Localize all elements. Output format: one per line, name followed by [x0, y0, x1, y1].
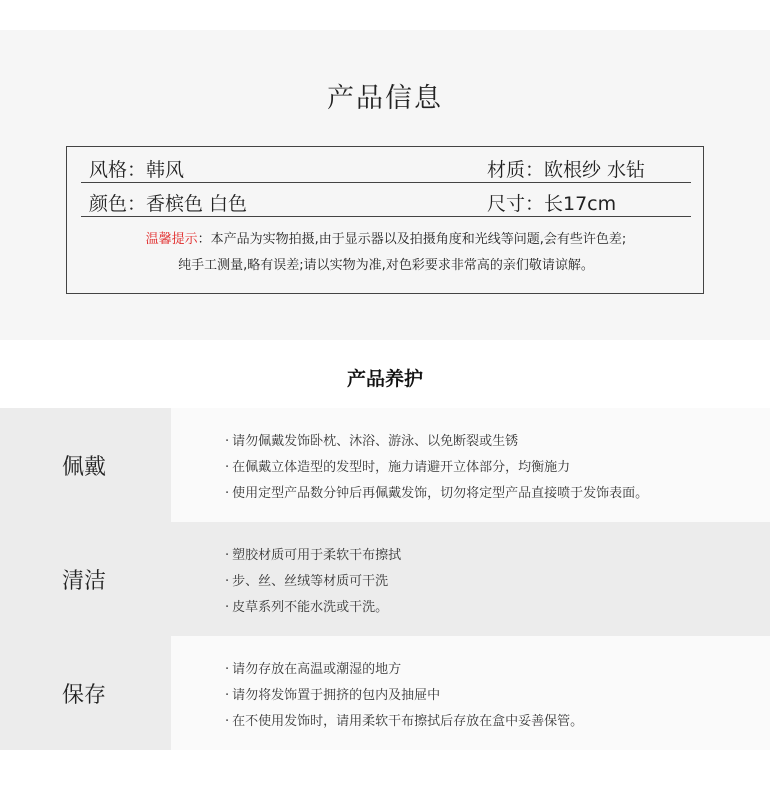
care-section-wear — [0, 408, 770, 522]
care-list — [225, 429, 648, 507]
info-row-style-material — [81, 149, 691, 183]
color-value: 颜色：香槟色 白色 — [89, 193, 248, 215]
care-text-cell — [171, 636, 770, 750]
care-title: 产品养护 — [346, 368, 423, 390]
notice-text — [67, 227, 705, 279]
care-section-clean — [0, 522, 770, 636]
material-value: 材质：欧根纱 水钻 — [487, 159, 646, 181]
care-label: 清洁 — [62, 569, 107, 594]
product-info-title: 产品信息 — [327, 83, 443, 114]
care-text-cell — [171, 522, 770, 636]
care-label-cell — [0, 636, 171, 750]
care-text-cell — [171, 408, 770, 522]
care-label-cell — [0, 408, 171, 522]
care-section-storage — [0, 636, 770, 750]
notice-line-1 — [67, 227, 705, 253]
care-list — [225, 657, 583, 735]
size-value: 尺寸：长17cm — [487, 193, 617, 215]
product-info-section — [0, 30, 770, 340]
product-info-table — [66, 146, 704, 294]
care-item: · 步、丝、丝绒等材质可干洗 — [225, 569, 401, 595]
care-item: · 使用定型产品数分钟后再佩戴发饰，切勿将定型产品直接喷于发饰表面。 — [225, 481, 648, 507]
info-row-color-size — [81, 183, 691, 217]
notice-line-2: 纯手工测量,略有误差;请以实物为准,对色彩要求非常高的亲们敬请谅解。 — [178, 258, 594, 273]
care-item: · 请勿存放在高温或潮湿的地方 — [225, 657, 583, 683]
care-label: 佩戴 — [62, 455, 107, 480]
notice-label: 温馨提示 — [145, 232, 198, 247]
care-item: · 塑胶材质可用于柔软干布擦拭 — [225, 543, 401, 569]
style-value: 风格：韩风 — [89, 159, 185, 181]
care-item: · 请勿将发饰置于拥挤的包内及抽屉中 — [225, 683, 583, 709]
notice-line-1-text: ：本产品为实物拍摄,由于显示器以及拍摄角度和光线等问题,会有些许色差; — [197, 232, 627, 247]
care-label: 保存 — [62, 683, 107, 708]
care-item: · 在佩戴立体造型的发型时，施力请避开立体部分，均衡施力 — [225, 455, 648, 481]
care-list — [225, 543, 401, 621]
care-label-cell — [0, 522, 171, 636]
care-item: · 皮草系列不能水洗或干洗。 — [225, 595, 401, 621]
care-item: · 在不使用发饰时，请用柔软干布擦拭后存放在盒中妥善保管。 — [225, 709, 583, 735]
care-item: · 请勿佩戴发饰卧枕、沐浴、游泳、以免断裂或生锈 — [225, 429, 648, 455]
